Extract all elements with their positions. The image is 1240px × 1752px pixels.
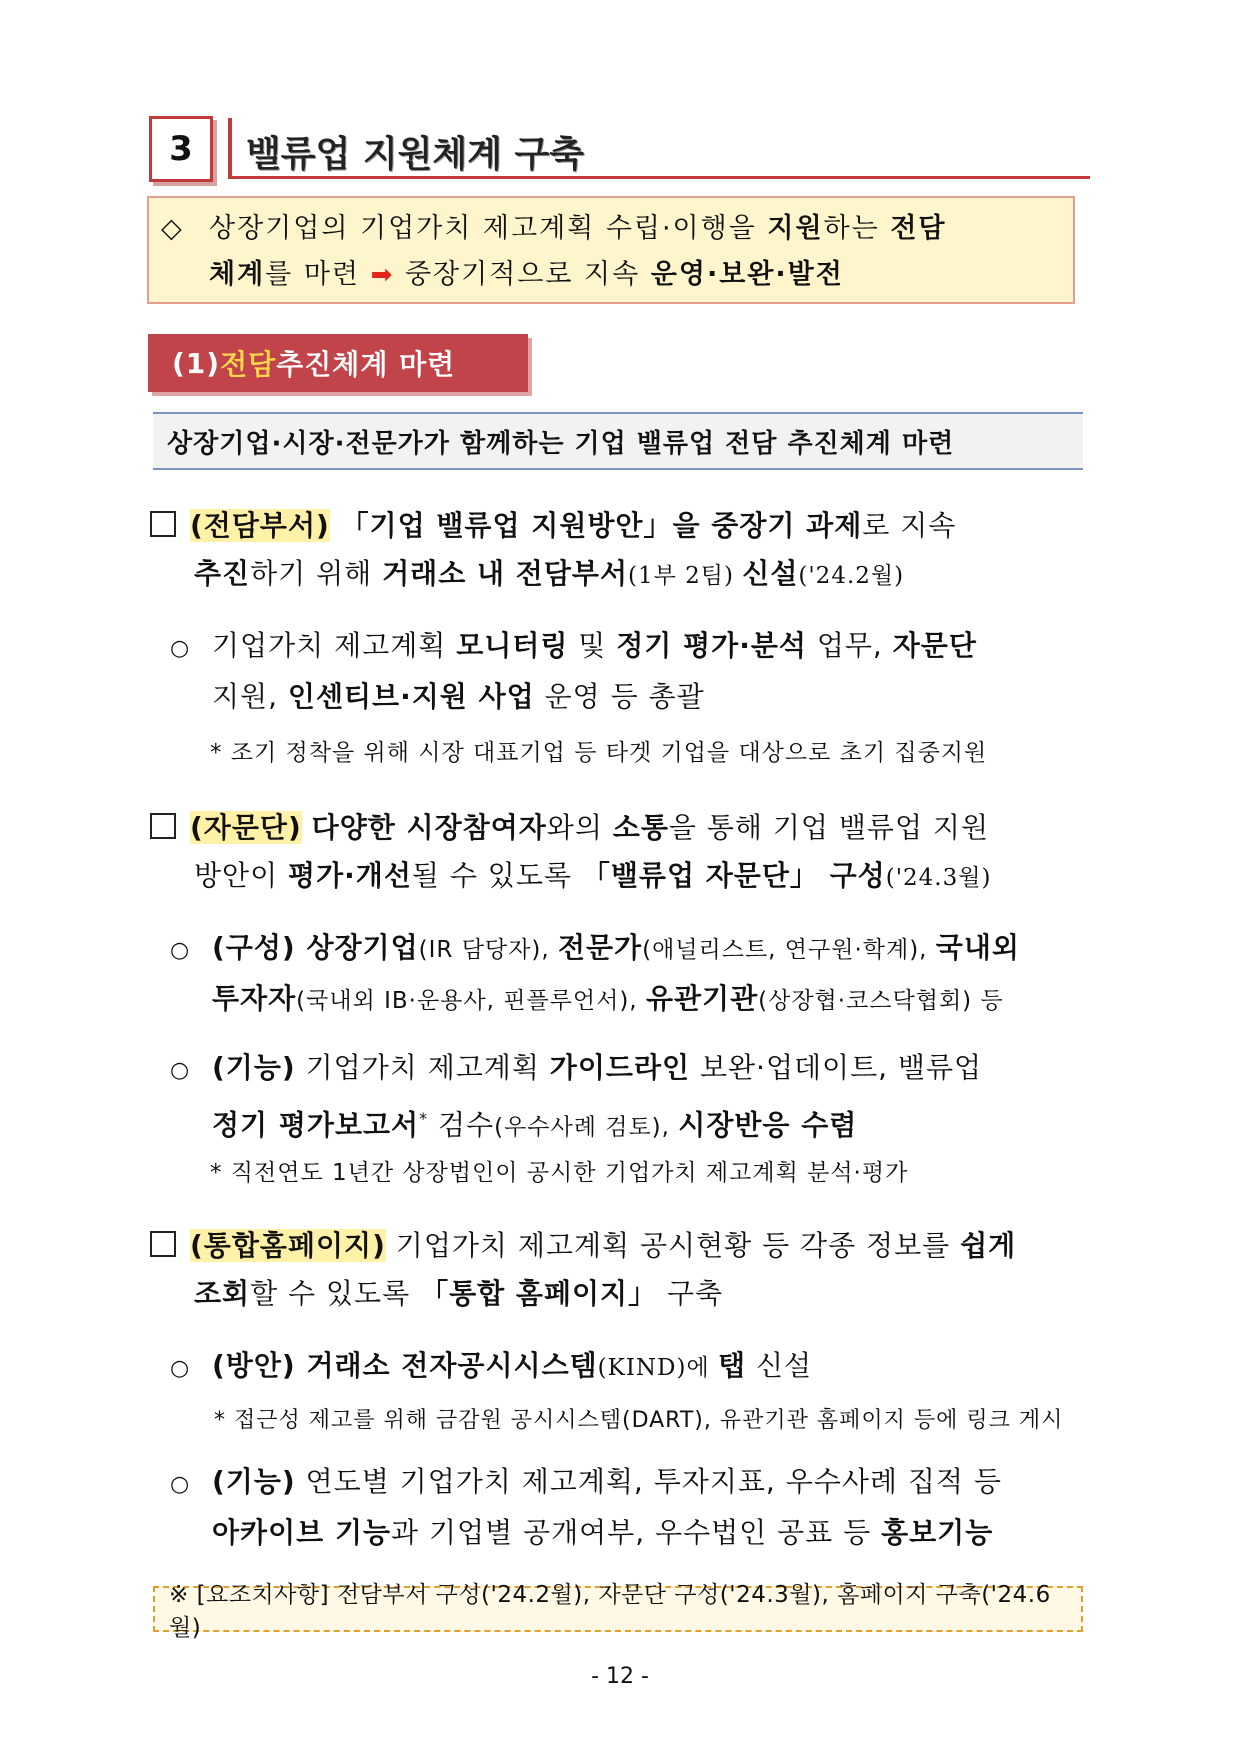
- circle-bullet-icon: ○: [170, 1058, 191, 1083]
- summary-line-2: 체계를 마련 ➡ 중장기적으로 지속 운영·보완·발전: [209, 259, 844, 290]
- section-underline: [228, 176, 1090, 179]
- checkbox-bullet-icon: [150, 511, 176, 537]
- arrow-right-icon: ➡: [370, 260, 395, 290]
- section-title: 밸류업 지원체계 구축: [246, 134, 585, 175]
- circle-bullet-icon: ○: [170, 938, 191, 963]
- page-number: - 12 -: [591, 1664, 649, 1689]
- paragraph-homepage: (통합홈페이지) 기업가치 제고계획 공시현황 등 각종 정보를 쉽게 조회할 수 있도록 「통합 홈페이지」 구축: [150, 1222, 1090, 1318]
- action-items-box: ※ [요조치사항] 전담부서 구성('24.2월), 자문단 구성('24.3월), 홈페이지 구축('24.6월): [153, 1586, 1083, 1632]
- paragraph-dedicated-dept: (전담부서) 「기업 밸류업 지원방안」을 중장기 과제로 지속 추진하기 위해 거래소 내 전담부서(1부 2팀) 신설('24.2월): [150, 502, 1090, 600]
- circle-bullet-icon: ○: [170, 1356, 191, 1381]
- diamond-icon: ◇: [161, 213, 184, 244]
- footnote-1: * 조기 정착을 위해 시장 대표기업 등 타겟 기업을 대상으로 초기 집중지원: [210, 740, 988, 766]
- subsection-heading: (1) 전담 추진체계 마련: [148, 334, 528, 392]
- summary-box: [147, 196, 1075, 304]
- sub-item-plan: ○ (방안) 거래소 전자공시시스템(KIND)에 탭 신설: [170, 1342, 1090, 1393]
- checkbox-bullet-icon: [150, 1231, 176, 1257]
- footnote-3: * 접근성 제고를 위해 금감원 공시시스템(DART), 유관기관 홈페이지 등에 링크 게시: [214, 1408, 1064, 1433]
- checkbox-bullet-icon: [150, 813, 176, 839]
- footnote-2: * 직전연도 1년간 상장법인이 공시한 기업가치 제고계획 분석·평가: [210, 1160, 909, 1186]
- circle-bullet-icon: ○: [170, 636, 191, 661]
- circle-bullet-icon: ○: [170, 1472, 191, 1497]
- sub-item-composition: ○ (구성) 상장기업(IR 담당자), 전문가(애널리스트, 연구원·학계), 국내외 투자자(국내외 IB·운용사, 핀플루언서), 유관기관(상장협·코스닥협회) 등: [170, 924, 1090, 1025]
- section-divider: [228, 118, 232, 178]
- paragraph-advisory-group: (자문단) 다양한 시장참여자와의 소통을 통해 기업 밸류업 지원 방안이 평가·개선될 수 있도록 「밸류업 자문단」 구성('24.3월): [150, 804, 1090, 902]
- theme-bar: 상장기업·시장·전문가가 함께하는 기업 밸류업 전담 추진체계 마련: [153, 412, 1083, 470]
- summary-line-1: 상장기업의 기업가치 제고계획 수립·이행을 지원하는 전담: [209, 213, 947, 244]
- sub-item-dept-role: ○ 기업가치 제고계획 모니터링 및 정기 평가·분석 업무, 자문단 지원, 인센티브·지원 사업 운영 등 총괄: [170, 622, 1090, 721]
- section-number: 3: [149, 116, 213, 182]
- sub-item-function: ○ (기능) 기업가치 제고계획 가이드라인 보완·업데이트, 밸류업 정기 평가보고서* 검수(우수사례 검토), 시장반응 수렴: [170, 1044, 1090, 1151]
- sub-item-homepage-function: ○ (기능) 연도별 기업가치 제고계획, 투자지표, 우수사례 집적 등 아카이브 기능과 기업별 공개여부, 우수법인 공표 등 홍보기능: [170, 1458, 1090, 1557]
